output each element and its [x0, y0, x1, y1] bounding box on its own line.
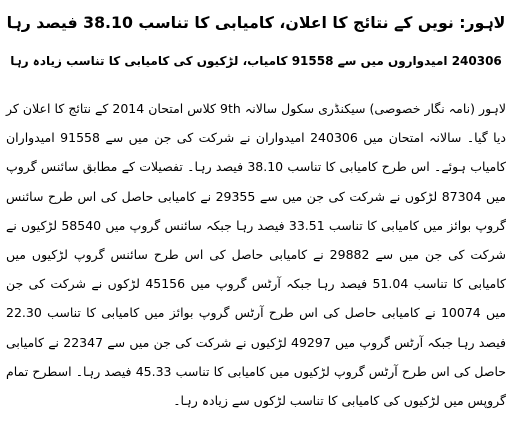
headline-line-2: 240306 امیدواروں میں سے 91558 کامیاب، لڑکیوں کی کامیابی کا تناسب زیادہ رہا: [10, 54, 502, 68]
headline-line-1: لاہور: نویں کے نتائج کا اعلان، کامیابی کا تناسب 38.10 فیصد رہا: [6, 13, 506, 32]
article-body: لاہور (نامہ نگار خصوصی) سیکنڈری سکول سالانہ 9th کلاس امتحان 2014 کے نتائج کا اعلان کر دیا گیا۔ سالانہ امتحان میں 240306 امیدواران نے شرکت کی جن میں سے 91558 امیدواران کامیاب ہوئے۔ اس طرح کامیابی کا تناسب 38.10 فیصد رہا۔ تفصیلات کے مطابق سائنس گروپ میں 87304 لڑکوں نے شرکت کی جن میں سے 29355 نے کامیابی حاصل کی اس طرح سائنس گروپ بوائز میں کامیابی کا تناسب 33.51 فیصد رہا جبکہ سائنس گروپ میں 58540 لڑکیوں نے شرکت کی جن میں سے 29882 نے کامیابی حاصل کی اس طرح سائنس گروپ لڑکیوں میں کامیابی کا تناسب 51.04 فیصد رہا جبکہ آرٹس گروپ میں 45156 لڑکوں نے شرکت کی جن میں 10074 نے کامیابی حاصل کی اس طرح آرٹس گروپ بوائز میں کامیابی کا تناسب 22.30 فیصد رہا جبکہ آرٹس گروپ میں 49297 لڑکیوں نے شرکت کی جن میں سے 22347 نے کامیابی حاصل کی اس طرح آرٹس گروپ لڑکیوں میں کامیابی کا تناسب 45.33 فیصد رہا۔ اسطرح تمام گروپس میں لڑکیوں کی کامیابی کا تناسب لڑکوں سے زیادہ رہا۔: [6, 101, 507, 409]
